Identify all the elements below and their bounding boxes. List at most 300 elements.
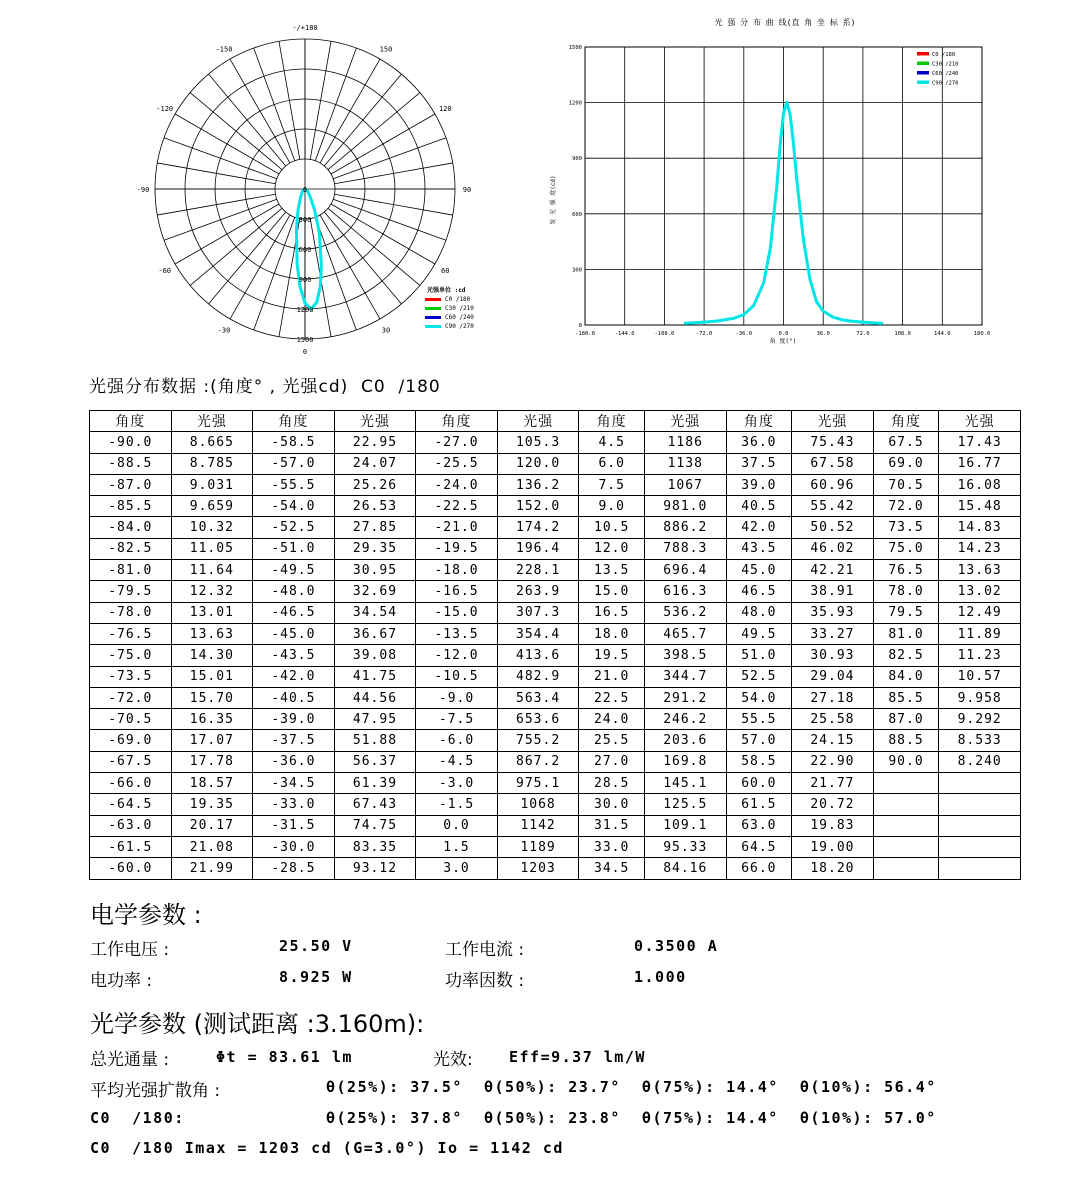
table-cell: 18.0 [579, 623, 645, 644]
voltage-label: 工作电压 : [90, 940, 170, 960]
table-cell: 291.2 [644, 687, 726, 708]
cartesian-ticks [569, 45, 991, 337]
table-cell: 61.39 [334, 773, 416, 794]
table-cell: -49.5 [253, 560, 335, 581]
table-cell: 10.32 [171, 517, 253, 538]
table-cell: 29.35 [334, 538, 416, 559]
table-cell: 19.00 [792, 836, 874, 857]
ring-label: 1500 [296, 336, 314, 344]
polar-spoke [230, 215, 290, 319]
table-cell: 13.02 [939, 581, 1021, 602]
polar-spoke [331, 204, 435, 264]
ring-label: 1200 [296, 306, 314, 314]
table-cell: 10.57 [939, 666, 1021, 687]
table-cell: 9.031 [171, 474, 253, 495]
table-cell: 18.57 [171, 773, 253, 794]
table-cell: 24.15 [792, 730, 874, 751]
table-row [90, 666, 1021, 687]
table-cell: 9.292 [939, 709, 1021, 730]
table-cell: 11.89 [939, 623, 1021, 644]
table-cell: 18.20 [792, 858, 874, 879]
table-cell: 482.9 [497, 666, 579, 687]
table-cell: 46.02 [792, 538, 874, 559]
c0-label: C0 /180: [90, 1109, 185, 1127]
table-cell: -60.0 [90, 858, 172, 879]
table-cell: -24.0 [416, 474, 498, 495]
angle-label: 120 [438, 105, 452, 113]
table-cell: -19.5 [416, 538, 498, 559]
y-tick-label: 0 [578, 323, 582, 329]
table-cell: 0.0 [416, 815, 498, 836]
table-cell: -3.0 [416, 773, 498, 794]
table-cell: -1.5 [416, 794, 498, 815]
table-cell: 30.0 [579, 794, 645, 815]
table-cell: 4.5 [579, 432, 645, 453]
table-cell: 90.0 [873, 751, 939, 772]
power-value: 8.925 W [279, 968, 353, 986]
cartesian-legend [917, 52, 959, 87]
legend-swatch [917, 71, 929, 75]
table-cell: 21.77 [792, 773, 874, 794]
table-cell: 27.85 [334, 517, 416, 538]
table-cell: 50.52 [792, 517, 874, 538]
table-cell: -78.0 [90, 602, 172, 623]
table-cell: 29.04 [792, 666, 874, 687]
table-cell: 15.0 [579, 581, 645, 602]
table-cell: 867.2 [497, 751, 579, 772]
table-cell: 616.3 [644, 581, 726, 602]
cartesian-chart [545, 12, 995, 352]
table-header-cell: 光强 [792, 411, 874, 432]
ring-label: 900 [298, 276, 312, 284]
table-cell: -18.0 [416, 560, 498, 581]
table-cell: -90.0 [90, 432, 172, 453]
table-cell: 21.0 [579, 666, 645, 687]
table-cell: 60.0 [726, 773, 792, 794]
table-cell: 15.48 [939, 496, 1021, 517]
table-cell: -58.5 [253, 432, 335, 453]
table-cell: -57.0 [253, 453, 335, 474]
polar-spoke [254, 217, 295, 330]
polar-spoke [320, 59, 380, 163]
polar-chart [120, 18, 500, 363]
table-cell: -15.0 [416, 602, 498, 623]
table-cell: -39.0 [253, 709, 335, 730]
table-cell: -10.5 [416, 666, 498, 687]
table-cell: 39.08 [334, 645, 416, 666]
table-cell: 58.5 [726, 751, 792, 772]
table-cell: 27.18 [792, 687, 874, 708]
table-cell: 19.5 [579, 645, 645, 666]
table-cell: -21.0 [416, 517, 498, 538]
table-cell: -85.5 [90, 496, 172, 517]
angle-label: 0 [302, 348, 308, 356]
legend-swatch [917, 81, 929, 85]
legend-label: C30 /210 [445, 305, 474, 312]
table-row [90, 560, 1021, 581]
pf-value: 1.000 [634, 968, 687, 986]
table-header-cell: 角度 [416, 411, 498, 432]
table-cell: 45.0 [726, 560, 792, 581]
polar-spoke [254, 48, 295, 161]
polar-spoke [230, 59, 290, 163]
legend-swatch [425, 316, 441, 319]
table-cell: 8.533 [939, 730, 1021, 751]
table-cell: -67.5 [90, 751, 172, 772]
electrical-title: 电学参数 : [90, 901, 202, 929]
polar-spoke [324, 212, 401, 304]
polar-spoke [190, 93, 282, 170]
table-cell: -42.0 [253, 666, 335, 687]
legend-label: C90 /270 [932, 80, 959, 87]
table-cell: -64.5 [90, 794, 172, 815]
table-cell: 886.2 [644, 517, 726, 538]
table-cell: 46.5 [726, 581, 792, 602]
table-cell: -76.5 [90, 623, 172, 644]
table-cell: 10.5 [579, 517, 645, 538]
table-row [90, 773, 1021, 794]
table-cell: 1189 [497, 836, 579, 857]
table-cell: 63.0 [726, 815, 792, 836]
table-cell: 56.37 [334, 751, 416, 772]
table-header-cell: 光强 [939, 411, 1021, 432]
polar-spoke [320, 215, 380, 319]
table-cell [939, 836, 1021, 857]
table-cell: 354.4 [497, 623, 579, 644]
table-row [90, 432, 1021, 453]
table-row [90, 794, 1021, 815]
beam-label: 平均光强扩散角 : [90, 1081, 221, 1101]
table-row [90, 474, 1021, 495]
table-row [90, 645, 1021, 666]
polar-spoke [333, 199, 446, 240]
angle-label: -60 [158, 267, 172, 275]
angle-label: 60 [441, 267, 450, 275]
table-cell: -7.5 [416, 709, 498, 730]
table-cell: 31.5 [579, 815, 645, 836]
table-cell: -45.0 [253, 623, 335, 644]
table-cell: 30.95 [334, 560, 416, 581]
table-cell: 74.75 [334, 815, 416, 836]
table-cell: 14.83 [939, 517, 1021, 538]
table-row [90, 751, 1021, 772]
x-tick-label: -108.0 [654, 331, 675, 337]
current-label: 工作电流 : [445, 940, 525, 960]
table-body [90, 432, 1021, 879]
table-cell: 67.43 [334, 794, 416, 815]
table-cell: 1142 [497, 815, 579, 836]
polar-spoke [190, 208, 282, 285]
polar-spoke [209, 74, 286, 166]
voltage-value: 25.50 V [279, 937, 353, 955]
polar-spoke [335, 163, 453, 184]
table-cell: 49.5 [726, 623, 792, 644]
x-tick-label: 72.0 [856, 331, 870, 337]
table-cell: 48.0 [726, 602, 792, 623]
table-cell: 152.0 [497, 496, 579, 517]
table-cell: 7.5 [579, 474, 645, 495]
legend-label: C60 /240 [932, 71, 959, 77]
table-cell: -87.0 [90, 474, 172, 495]
table-cell: 51.0 [726, 645, 792, 666]
table-cell: 87.0 [873, 709, 939, 730]
table-cell: 35.93 [792, 602, 874, 623]
legend-label: C0 /180 [445, 296, 471, 303]
table-header-cell: 光强 [497, 411, 579, 432]
table-cell [873, 858, 939, 879]
table-cell: 22.90 [792, 751, 874, 772]
x-tick-label: -180.0 [575, 331, 595, 337]
table-row [90, 687, 1021, 708]
table-cell: -37.5 [253, 730, 335, 751]
flux-value: Φt = 83.61 lm [216, 1048, 353, 1066]
table-cell: -55.5 [253, 474, 335, 495]
table-cell: 33.0 [579, 836, 645, 857]
table-header-cell: 光强 [644, 411, 726, 432]
current-value: 0.3500 A [634, 937, 719, 955]
table-cell: 12.49 [939, 602, 1021, 623]
y-axis-label: 发 光 强 度(cd) [550, 175, 557, 225]
polar-spoke [157, 194, 275, 215]
table-cell: 27.0 [579, 751, 645, 772]
c0-values: θ(25%): 37.8° θ(50%): 23.8° θ(75%): 14.4° θ(10%): 57.0° [326, 1109, 937, 1127]
table-cell: 20.17 [171, 815, 253, 836]
x-tick-label: 108.0 [894, 331, 911, 337]
table-cell: -63.0 [90, 815, 172, 836]
table-cell: 25.5 [579, 730, 645, 751]
angle-label: -90 [136, 186, 150, 194]
table-cell: 9.659 [171, 496, 253, 517]
polar-spoke [324, 74, 401, 166]
table-row [90, 623, 1021, 644]
table-cell: 145.1 [644, 773, 726, 794]
table-cell: 67.5 [873, 432, 939, 453]
table-cell: -28.5 [253, 858, 335, 879]
polar-spoke [279, 41, 300, 159]
table-cell: 84.0 [873, 666, 939, 687]
table-cell: -79.5 [90, 581, 172, 602]
table-cell: 1067 [644, 474, 726, 495]
table-cell: 95.33 [644, 836, 726, 857]
table-cell: -43.5 [253, 645, 335, 666]
table-cell: 1203 [497, 858, 579, 879]
legend-label: C30 /210 [932, 61, 959, 68]
table-cell: 16.35 [171, 709, 253, 730]
table-header-row [90, 411, 1021, 432]
table-row [90, 517, 1021, 538]
table-row [90, 496, 1021, 517]
y-tick-label: 600 [572, 211, 582, 218]
table-cell: 22.95 [334, 432, 416, 453]
table-cell: 38.91 [792, 581, 874, 602]
table-cell: 13.01 [171, 602, 253, 623]
power-label: 电功率 : [90, 971, 153, 991]
table-header-cell: 角度 [253, 411, 335, 432]
legend-label: C60 /240 [445, 314, 474, 321]
table-cell: 307.3 [497, 602, 579, 623]
angle-label: -30 [217, 326, 231, 335]
table-cell: 13.63 [939, 560, 1021, 581]
polar-spoke [175, 114, 279, 174]
table-row [90, 581, 1021, 602]
table-cell: 13.5 [579, 560, 645, 581]
polar-spoke [328, 93, 420, 170]
table-cell: 16.08 [939, 474, 1021, 495]
table-cell: 82.5 [873, 645, 939, 666]
angle-label: 90 [462, 186, 472, 194]
table-row [90, 538, 1021, 559]
table-cell: 73.5 [873, 517, 939, 538]
y-tick-label: 1500 [568, 45, 582, 51]
table-cell: 28.5 [579, 773, 645, 794]
polar-spoke [310, 41, 331, 159]
y-tick-label: 900 [572, 156, 582, 163]
table-cell: -22.5 [416, 496, 498, 517]
table-cell: 30.93 [792, 645, 874, 666]
table-cell [939, 815, 1021, 836]
table-cell: -30.0 [253, 836, 335, 857]
table-cell: -52.5 [253, 517, 335, 538]
ring-label: 600 [298, 246, 312, 254]
x-tick-label: 180.0 [973, 331, 991, 337]
table-cell: 22.5 [579, 687, 645, 708]
chart-title: 光 强 分 布 曲 线(直 角 坐 标 系) [714, 18, 856, 27]
table-cell: 15.01 [171, 666, 253, 687]
table-cell [939, 794, 1021, 815]
angle-label: 150 [379, 45, 393, 54]
table-cell: 8.240 [939, 751, 1021, 772]
x-axis-label: 角 度(°) [769, 338, 797, 345]
table-cell: 32.69 [334, 581, 416, 602]
angle-label: 30 [381, 326, 391, 335]
table-cell: 975.1 [497, 773, 579, 794]
ring-label: 300 [298, 216, 312, 224]
table-cell: 1186 [644, 432, 726, 453]
table-cell: -48.0 [253, 581, 335, 602]
table-cell: 788.3 [644, 538, 726, 559]
table-cell: 203.6 [644, 730, 726, 751]
table-row [90, 709, 1021, 730]
optical-title: 光学参数 (测试距离 :3.160m): [90, 1010, 425, 1038]
ring-label: 0 [302, 186, 308, 194]
table-cell: -84.0 [90, 517, 172, 538]
table-row [90, 815, 1021, 836]
table-cell: 75.0 [873, 538, 939, 559]
table-row [90, 730, 1021, 751]
table-row [90, 858, 1021, 879]
table-cell: 246.2 [644, 709, 726, 730]
table-cell: 41.75 [334, 666, 416, 687]
table-cell: 83.35 [334, 836, 416, 857]
table-cell: 39.0 [726, 474, 792, 495]
polar-spoke [157, 163, 275, 184]
beam-values: θ(25%): 37.5° θ(50%): 23.7° θ(75%): 14.4° θ(10%): 56.4° [326, 1078, 937, 1096]
table-cell: 24.0 [579, 709, 645, 730]
table-cell: 78.0 [873, 581, 939, 602]
table-cell: 12.32 [171, 581, 253, 602]
polar-labels [137, 24, 472, 356]
polar-spoke [315, 48, 356, 161]
table-cell: -13.5 [416, 623, 498, 644]
pf-label: 功率因数 : [445, 971, 525, 991]
table-cell: 66.0 [726, 858, 792, 879]
table-cell: -4.5 [416, 751, 498, 772]
table-cell: 11.23 [939, 645, 1021, 666]
table-cell [939, 858, 1021, 879]
x-tick-label: 144.0 [934, 331, 951, 337]
table-cell: 981.0 [644, 496, 726, 517]
x-tick-label: 0.0 [778, 331, 789, 337]
table-cell: 12.0 [579, 538, 645, 559]
legend-label: C90 /270 [445, 323, 474, 330]
table-cell: 52.5 [726, 666, 792, 687]
polar-legend [425, 286, 474, 330]
table-cell: 42.0 [726, 517, 792, 538]
table-cell: 67.58 [792, 453, 874, 474]
table-cell: 51.88 [334, 730, 416, 751]
table-cell: 60.96 [792, 474, 874, 495]
table-cell: 1068 [497, 794, 579, 815]
table-cell: 263.9 [497, 581, 579, 602]
table-cell: 69.0 [873, 453, 939, 474]
table-cell: 85.5 [873, 687, 939, 708]
table-cell: 81.0 [873, 623, 939, 644]
table-cell: 57.0 [726, 730, 792, 751]
table-cell: 25.58 [792, 709, 874, 730]
table-cell: 88.5 [873, 730, 939, 751]
table-cell: -31.5 [253, 815, 335, 836]
table-cell: 76.5 [873, 560, 939, 581]
table-cell: -36.0 [253, 751, 335, 772]
table-cell [939, 773, 1021, 794]
table-cell: 36.67 [334, 623, 416, 644]
table-cell: 563.4 [497, 687, 579, 708]
table-cell: 42.21 [792, 560, 874, 581]
table-cell: 61.5 [726, 794, 792, 815]
table-cell: -73.5 [90, 666, 172, 687]
table-cell [873, 836, 939, 857]
table-cell: 125.5 [644, 794, 726, 815]
table-cell: 16.77 [939, 453, 1021, 474]
table-cell: -6.0 [416, 730, 498, 751]
table-row [90, 602, 1021, 623]
table-cell: -54.0 [253, 496, 335, 517]
table-cell: 43.5 [726, 538, 792, 559]
table-cell: 33.27 [792, 623, 874, 644]
legend-title: 光强单位 :cd [427, 287, 466, 294]
table-cell: -81.0 [90, 560, 172, 581]
table-cell: 21.08 [171, 836, 253, 857]
table-cell: 9.0 [579, 496, 645, 517]
table-cell: 16.5 [579, 602, 645, 623]
polar-spoke [209, 212, 286, 304]
table-cell: 344.7 [644, 666, 726, 687]
table-cell: 24.07 [334, 453, 416, 474]
angle-label: -150 [215, 45, 233, 54]
table-cell: 84.16 [644, 858, 726, 879]
table-cell: 93.12 [334, 858, 416, 879]
table-cell: 653.6 [497, 709, 579, 730]
table-cell: -40.5 [253, 687, 335, 708]
polar-spoke [164, 199, 277, 240]
polar-spoke [331, 114, 435, 174]
table-cell: 13.63 [171, 623, 253, 644]
table-header-cell: 角度 [90, 411, 172, 432]
angle-label: -120 [156, 105, 174, 113]
table-cell: -82.5 [90, 538, 172, 559]
legend-label: C0 /180 [932, 52, 956, 58]
table-cell: -33.0 [253, 794, 335, 815]
